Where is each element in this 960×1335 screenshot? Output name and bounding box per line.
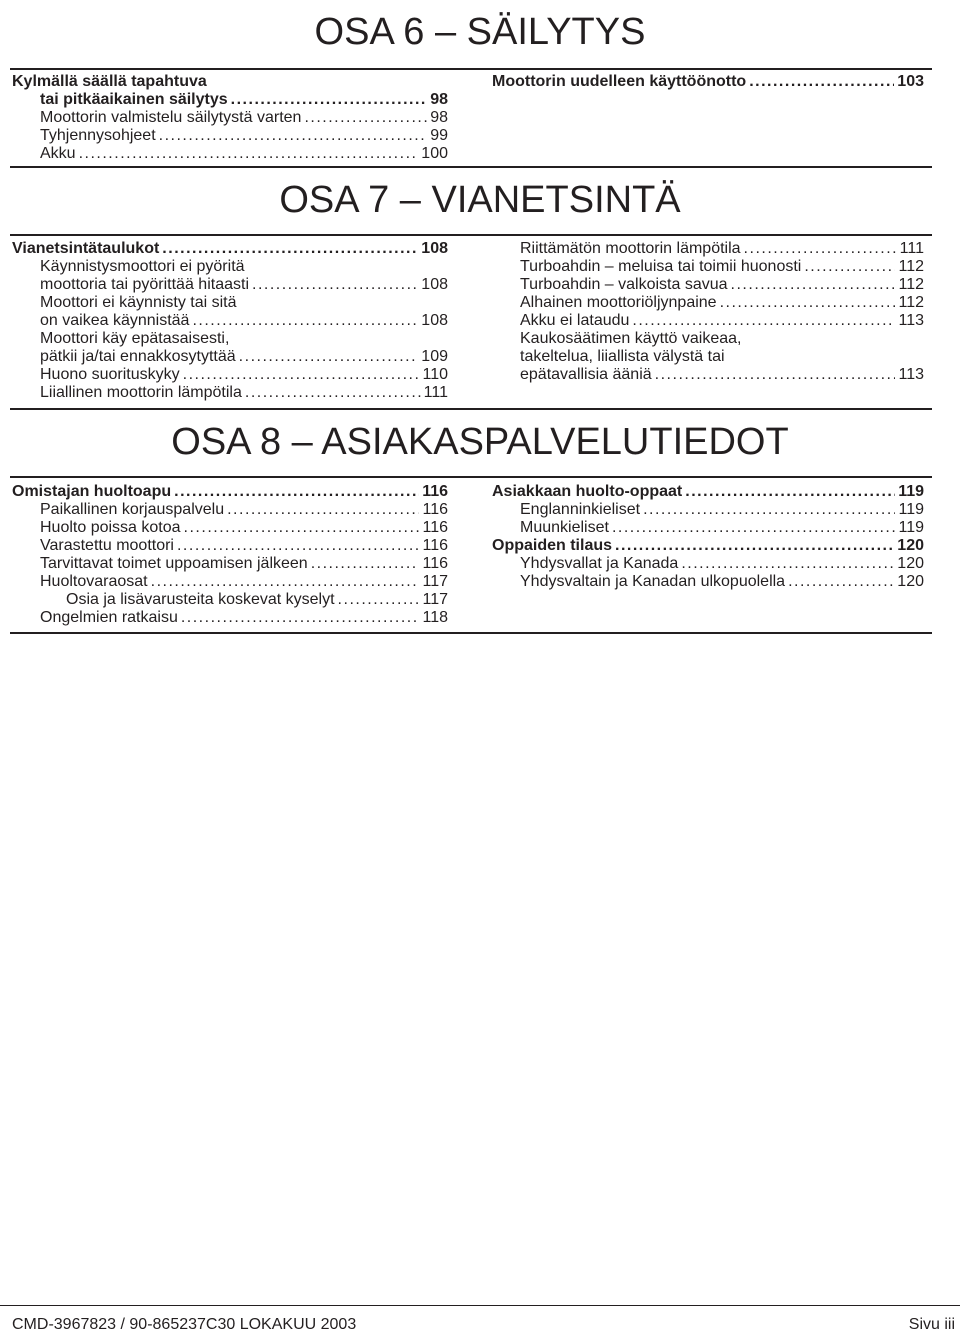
toc-dot-leader	[239, 348, 419, 366]
toc-entry-label: Kylmällä säällä tapahtuva	[12, 73, 207, 90]
toc-entry-label: epätavallisia ääniä	[520, 366, 652, 383]
toc-dot-leader	[643, 501, 895, 519]
toc-entry	[12, 384, 448, 402]
toc-dot-leader	[79, 145, 419, 163]
toc-entry-label: Akku	[40, 145, 76, 162]
toc-page-number: 113	[898, 312, 924, 329]
toc-entry	[12, 73, 448, 91]
toc-page-number: 112	[898, 294, 924, 311]
toc-column-osa6-right	[492, 73, 924, 91]
section-title-osa7: OSA 7 – VIANETSINTÄ	[279, 179, 681, 221]
toc-dot-leader	[245, 384, 421, 402]
toc-column-osa8-right	[492, 483, 924, 591]
section-rule	[10, 166, 932, 168]
toc-entry	[12, 294, 448, 312]
toc-dot-leader	[720, 294, 896, 312]
toc-dot-leader	[177, 537, 420, 555]
toc-entry-label: pätkii ja/tai ennakkosytyttää	[40, 348, 236, 365]
toc-entry	[492, 294, 924, 312]
toc-entry-label: Ongelmien ratkaisu	[40, 609, 178, 626]
toc-dot-leader	[338, 591, 420, 609]
toc-entry-label: Osia ja lisävarusteita koskevat kyselyt	[66, 591, 335, 608]
toc-page-number: 111	[899, 240, 924, 257]
page-number: Sivu iii	[908, 1316, 955, 1333]
toc-entry	[12, 258, 448, 276]
toc-entry	[12, 127, 448, 145]
toc-page-number: 116	[422, 519, 448, 536]
toc-dot-leader	[304, 109, 427, 127]
toc-dot-leader	[731, 276, 896, 294]
toc-entry	[12, 501, 448, 519]
footer-rule	[0, 1305, 960, 1306]
toc-column-osa8-left	[12, 483, 448, 627]
toc-entry	[12, 91, 448, 109]
toc-entry-label: Moottorin uudelleen käyttöönotto	[492, 73, 747, 90]
toc-dot-leader	[181, 609, 420, 627]
toc-dot-leader	[749, 73, 894, 91]
toc-page-number: 120	[897, 555, 924, 572]
toc-entry-label: Omistajan huoltoapu	[12, 483, 172, 500]
toc-entry-label: Varastettu moottori	[40, 537, 174, 554]
toc-entry-label: Kaukosäätimen käyttö vaikeaa,	[520, 330, 742, 347]
toc-entry	[492, 240, 924, 258]
toc-page-number: 108	[421, 240, 448, 257]
toc-page-number: 98	[430, 91, 448, 108]
toc-dot-leader	[685, 483, 895, 501]
toc-dot-leader	[788, 573, 894, 591]
toc-page-number: 112	[898, 258, 924, 275]
toc-entry-label: Asiakkaan huolto-oppaat	[492, 483, 683, 500]
toc-dot-leader	[192, 312, 418, 330]
toc-entry-label: Paikallinen korjauspalvelu	[40, 501, 225, 518]
section-rule	[10, 408, 932, 410]
toc-dot-leader	[162, 240, 418, 258]
toc-entry	[492, 312, 924, 330]
toc-page-number: 119	[898, 519, 924, 536]
toc-entry-label: tai pitkäaikainen säilytys	[40, 91, 228, 108]
toc-dot-leader	[632, 312, 895, 330]
toc-entry	[12, 145, 448, 163]
document-id: CMD-3967823 / 90-865237C30 LOKAKUU 2003	[12, 1316, 357, 1333]
toc-entry	[492, 501, 924, 519]
toc-page-number: 98	[430, 109, 448, 126]
toc-page-number: 117	[422, 591, 448, 608]
toc-entry-label: Yhdysvallat ja Kanada	[520, 555, 679, 572]
toc-entry	[492, 519, 924, 537]
toc-entry	[492, 573, 924, 591]
toc-page-number: 116	[422, 483, 448, 500]
toc-entry	[492, 348, 924, 366]
toc-page-number: 116	[422, 555, 448, 572]
toc-entry	[12, 483, 448, 501]
toc-page-number: 116	[422, 501, 448, 518]
toc-entry-label: Akku ei lataudu	[520, 312, 630, 329]
toc-entry-label: Huolto poissa kotoa	[40, 519, 181, 536]
toc-page-number: 119	[898, 483, 924, 500]
toc-page-number: 100	[421, 145, 448, 162]
toc-entry-label: on vaikea käynnistää	[40, 312, 190, 329]
toc-entry-label: takeltelua, liiallista välystä tai	[520, 348, 725, 365]
section-title-osa6: OSA 6 – SÄILYTYS	[314, 11, 646, 53]
toc-entry	[12, 348, 448, 366]
toc-dot-leader	[252, 276, 418, 294]
toc-page-number: 108	[421, 312, 448, 329]
toc-dot-leader	[159, 127, 428, 145]
toc-entry-label: Oppaiden tilaus	[492, 537, 613, 554]
toc-page-number: 120	[897, 573, 924, 590]
toc-entry	[492, 537, 924, 555]
toc-entry-label: Tarvittavat toimet uppoamisen jälkeen	[40, 555, 308, 572]
toc-entry	[12, 537, 448, 555]
toc-page-number: 117	[422, 573, 448, 590]
toc-dot-leader	[681, 555, 894, 573]
toc-page-number: 116	[422, 537, 448, 554]
toc-entry	[492, 330, 924, 348]
toc-entry-label: Vianetsintätaulukot	[12, 240, 160, 257]
toc-page-number: 118	[422, 609, 448, 626]
toc-entry	[12, 519, 448, 537]
toc-entry	[12, 276, 448, 294]
toc-entry-label: Muunkieliset	[520, 519, 609, 536]
toc-entry	[12, 609, 448, 627]
toc-entry-label: Yhdysvaltain ja Kanadan ulkopuolella	[520, 573, 786, 590]
toc-dot-leader	[231, 91, 428, 109]
toc-page-number: 113	[898, 366, 924, 383]
toc-entry-label: Tyhjennysohjeet	[40, 127, 156, 144]
toc-entry-label: Turboahdin – meluisa tai toimii huonosti	[520, 258, 802, 275]
toc-dot-leader	[744, 240, 897, 258]
toc-entry	[492, 258, 924, 276]
toc-entry	[492, 483, 924, 501]
toc-page-number: 109	[421, 348, 448, 365]
section-rule	[10, 68, 932, 70]
toc-entry-label: Moottorin valmistelu säilytystä varten	[40, 109, 302, 126]
toc-dot-leader	[655, 366, 896, 384]
toc-column-osa7-left	[12, 240, 448, 402]
toc-entry	[492, 276, 924, 294]
toc-entry-label: Turboahdin – valkoista savua	[520, 276, 728, 293]
toc-entry-label: Alhainen moottoriöljynpaine	[520, 294, 717, 311]
toc-entry-label: moottoria tai pyörittää hitaasti	[40, 276, 249, 293]
toc-dot-leader	[183, 366, 420, 384]
toc-page-number: 99	[430, 127, 448, 144]
toc-entry	[12, 109, 448, 127]
toc-entry	[12, 240, 448, 258]
toc-entry-label: Moottori ei käynnisty tai sitä	[40, 294, 237, 311]
toc-entry	[12, 573, 448, 591]
toc-dot-leader	[615, 537, 894, 555]
toc-page-number: 103	[897, 73, 924, 90]
toc-page-number: 111	[423, 384, 448, 401]
page-footer	[12, 1315, 955, 1335]
toc-dot-leader	[184, 519, 420, 537]
toc-entry	[492, 366, 924, 384]
toc-column-osa7-right	[492, 240, 924, 384]
toc-entry-label: Liiallinen moottorin lämpötila	[40, 384, 242, 401]
toc-entry	[492, 73, 924, 91]
toc-entry-label: Moottori käy epätasaisesti,	[40, 330, 230, 347]
section-title-osa8: OSA 8 – ASIAKASPALVELUTIEDOT	[171, 421, 789, 463]
toc-column-osa6-left	[12, 73, 448, 163]
toc-entry-label: Riittämätön moottorin lämpötila	[520, 240, 741, 257]
toc-entry	[12, 312, 448, 330]
toc-entry-label: Englanninkieliset	[520, 501, 641, 518]
toc-page-number: 110	[422, 366, 448, 383]
toc-entry	[12, 555, 448, 573]
toc-dot-leader	[151, 573, 420, 591]
section-rule	[10, 632, 932, 634]
section-rule	[10, 234, 932, 236]
toc-entry	[12, 591, 448, 609]
section-rule	[10, 476, 932, 478]
toc-entry-label: Huoltovaraosat	[40, 573, 148, 590]
toc-page-number: 119	[898, 501, 924, 518]
toc-page-number: 112	[898, 276, 924, 293]
toc-dot-leader	[227, 501, 419, 519]
toc-dot-leader	[174, 483, 419, 501]
toc-entry	[12, 330, 448, 348]
toc-entry	[492, 555, 924, 573]
toc-entry	[12, 366, 448, 384]
toc-entry-label: Huono suorituskyky	[40, 366, 180, 383]
toc-dot-leader	[311, 555, 420, 573]
toc-page-number: 108	[421, 276, 448, 293]
toc-entry-label: Käynnistysmoottori ei pyöritä	[40, 258, 245, 275]
toc-dot-leader	[612, 519, 896, 537]
toc-page-number: 120	[897, 537, 924, 554]
toc-dot-leader	[804, 258, 895, 276]
